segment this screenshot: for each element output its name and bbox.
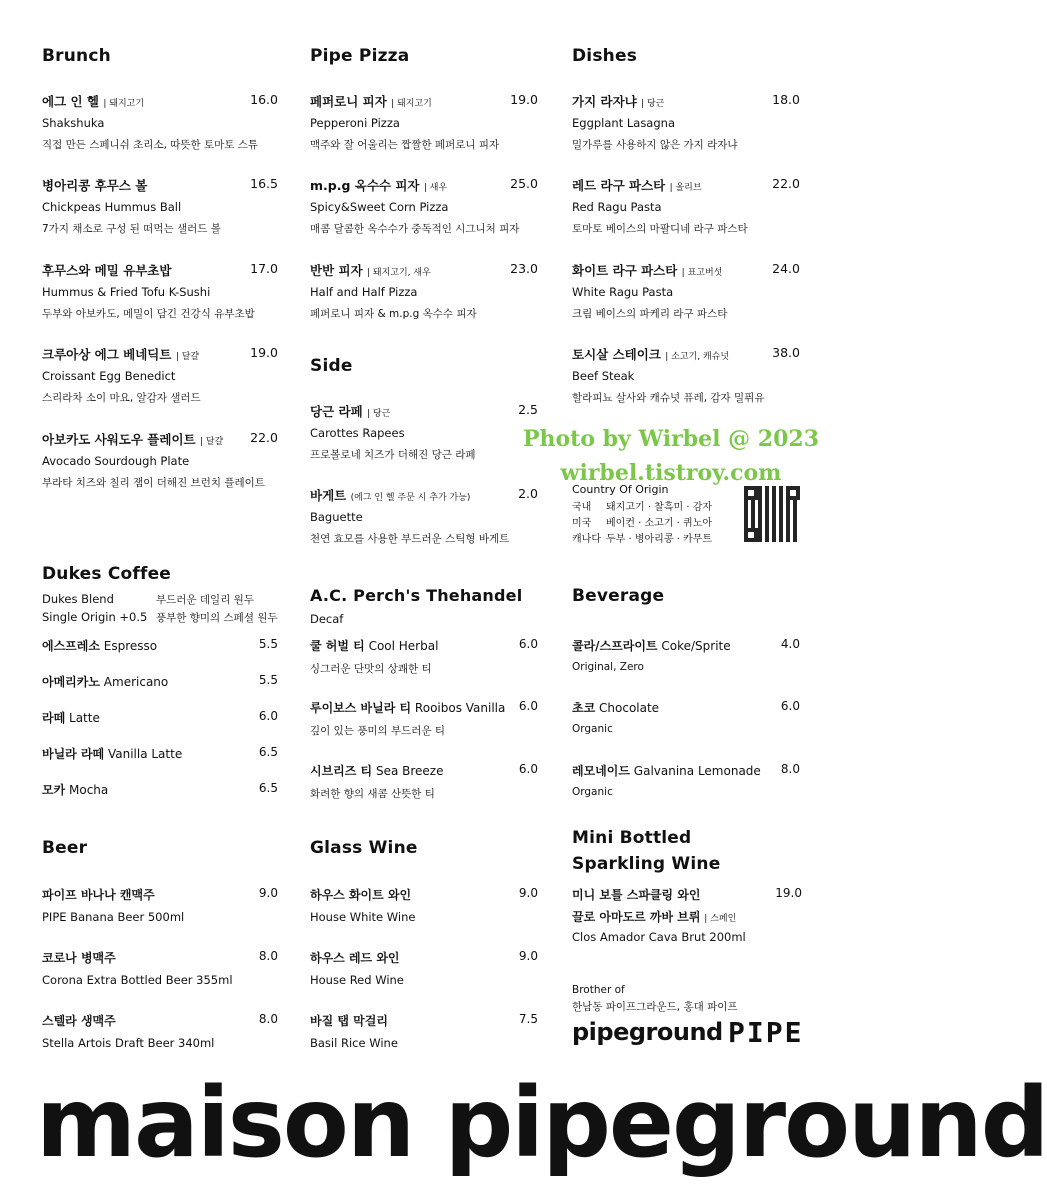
wine-title: Glass Wine xyxy=(310,838,418,858)
tea-sub: Decaf xyxy=(310,612,344,626)
item-description: 두부와 아보카도, 메밀이 담긴 건강식 유부초밥 xyxy=(42,308,255,320)
item-price: 5.5 xyxy=(258,673,278,687)
item-english-name: Americano xyxy=(103,675,169,689)
brother-line: 한남동 파이프그라운드, 홍대 파이프 xyxy=(572,1001,738,1013)
item-name: 레드 라구 파스타 | 올리브 xyxy=(572,178,702,193)
item-name: 초코 xyxy=(572,701,596,715)
item-price: 2.0 xyxy=(518,486,538,501)
item-note: | 돼지고기 xyxy=(391,99,432,109)
item-english-name: Corona Extra Bottled Beer 355ml xyxy=(42,973,233,987)
item-price: 4.0 xyxy=(780,637,800,651)
coffee-title: Dukes Coffee xyxy=(42,564,172,584)
item-english-name: PIPE Banana Beer 500ml xyxy=(42,910,185,924)
item-english-name: Stella Artois Draft Beer 340ml xyxy=(42,1036,215,1050)
item-name: 바질 탭 막걸리 xyxy=(310,1014,388,1028)
item-description: 7가지 채소로 구성 된 떠먹는 샐러드 볼 xyxy=(42,223,221,235)
wine-section xyxy=(310,0,538,1060)
item-english-name: Baguette xyxy=(310,510,363,524)
item-name: 파이프 바나나 캔맥주 xyxy=(42,888,155,902)
item-price: 8.0 xyxy=(780,762,800,776)
item-price: 6.0 xyxy=(780,699,800,713)
item-name: 하우스 화이트 와인 xyxy=(310,888,412,902)
item-description: 화려한 향의 새콤 산뜻한 티 xyxy=(310,788,435,800)
watermark-line2: wirbel.tistroy.com xyxy=(560,460,782,486)
item-price: 25.0 xyxy=(510,176,538,191)
item-english-name: Espresso xyxy=(103,639,158,653)
item-description: 페퍼로니 피자 & m.p.g 옥수수 피자 xyxy=(310,308,477,320)
item-price: 19.0 xyxy=(510,92,538,107)
item-note: | 당근 xyxy=(367,409,391,419)
maison-pipeground-logo: maison pipeground xyxy=(36,1067,1047,1179)
coffee-single-row: Single Origin +0.5 풍부한 향미의 스페셜 원두 xyxy=(42,610,278,624)
item-name: 코로나 병맥주 xyxy=(42,951,116,965)
item-price: 2.5 xyxy=(518,402,538,417)
item-name: 아메리카노 xyxy=(42,675,100,689)
item-description: 크림 베이스의 파케리 라구 파스타 xyxy=(572,308,728,320)
origin-label: Country Of Origin xyxy=(572,483,669,496)
coffee-blend-row: Dukes Blend 부드러운 데일리 원두 xyxy=(42,592,254,606)
item-english-name: Hummus & Fried Tofu K-Sushi xyxy=(42,285,211,299)
item-description: 밀가루를 사용하지 않은 가지 라자냐 xyxy=(572,139,738,151)
item-name: 후무스와 메밀 유부초밥 xyxy=(42,263,172,278)
item-name: 당근 라페 | 당근 xyxy=(310,404,391,419)
item-description: Organic xyxy=(572,723,613,735)
item-english-name: Carottes Rapees xyxy=(310,426,405,440)
item-english-name: Pepperoni Pizza xyxy=(310,116,400,130)
item-english-name: Sea Breeze xyxy=(375,764,444,778)
item-english-name: Chickpeas Hummus Ball xyxy=(42,200,182,214)
item-name: 시브리즈 티 xyxy=(310,764,373,778)
item-price: 9.0 xyxy=(518,949,538,963)
item-english-name: House White Wine xyxy=(310,910,416,924)
item-note: | 당근 xyxy=(641,99,665,109)
item-price: 7.5 xyxy=(518,1012,538,1026)
pizza-title: Pipe Pizza xyxy=(310,46,410,66)
item-name: 페퍼로니 피자 | 돼지고기 xyxy=(310,94,432,109)
pipeground-logo: pipeground xyxy=(572,1018,723,1046)
item-english-name: Croissant Egg Benedict xyxy=(42,369,176,383)
item-description: Original, Zero xyxy=(572,661,644,673)
item-english-name: Red Ragu Pasta xyxy=(572,200,662,214)
item-english-name: Spicy&Sweet Corn Pizza xyxy=(310,200,449,214)
item-name: 쿨 허벌 티 xyxy=(310,639,365,653)
item-name: 스텔라 생맥주 xyxy=(42,1014,116,1028)
item-note: | 올리브 xyxy=(669,183,702,193)
item-description: 부라타 치즈와 칠리 잼이 더해진 브런치 플레이트 xyxy=(42,477,265,489)
pipe-logo: PIPE xyxy=(728,1016,804,1049)
item-english-name: House Red Wine xyxy=(310,973,404,987)
item-price: 17.0 xyxy=(250,261,278,276)
item-price: 18.0 xyxy=(772,92,800,107)
item-price: 8.0 xyxy=(258,1012,278,1026)
item-name: 화이트 라구 파스타 | 표고버섯 xyxy=(572,263,723,278)
item-name: 하우스 레드 와인 xyxy=(310,951,400,965)
item-description: 천연 효모를 사용한 부드러운 스틱형 바게트 xyxy=(310,533,510,545)
sparkling-en: Clos Amador Cava Brut 200ml xyxy=(572,930,746,944)
tea-title: A.C. Perch's Thehandel xyxy=(310,586,523,605)
item-english-name: Beef Steak xyxy=(572,369,635,383)
item-description: Organic xyxy=(572,786,613,798)
item-description: 스리라차 소이 마요, 알감자 샐러드 xyxy=(42,392,201,404)
item-price: 16.0 xyxy=(250,92,278,107)
item-name: 레모네이드 xyxy=(572,764,630,778)
item-description: 직접 만든 스페니쉬 초리소, 따뜻한 토마토 스튜 xyxy=(42,139,259,151)
item-note: (에그 인 헬 주문 시 추가 가능) xyxy=(350,493,471,503)
item-english-name: Rooibos Vanilla xyxy=(414,701,506,715)
origin-row: 미국 베이컨 · 소고기 · 퀴노아 xyxy=(572,518,713,529)
beer-section xyxy=(42,0,282,1060)
item-english-name: White Ragu Pasta xyxy=(572,285,674,299)
item-note: | 돼지고기 xyxy=(103,99,145,109)
item-price: 6.0 xyxy=(258,709,278,723)
item-description: 할라피뇨 살사와 캐슈넛 퓨레, 감자 밀퓌유 xyxy=(572,392,765,404)
item-english-name: Avocado Sourdough Plate xyxy=(42,454,190,468)
item-price: 19.0 xyxy=(250,345,278,360)
item-english-name: Shakshuka xyxy=(42,116,105,130)
item-name: 루이보스 바닐라 티 xyxy=(310,701,412,715)
origin-row: 국내 돼지고기 · 찰흑미 · 감자 xyxy=(572,502,713,513)
brunch-title: Brunch xyxy=(42,46,111,66)
side-title: Side xyxy=(310,356,353,376)
beer-title: Beer xyxy=(42,838,88,858)
item-name: 바게트 (에그 인 헬 주문 시 추가 가능) xyxy=(310,488,471,503)
item-price: 16.5 xyxy=(250,176,278,191)
item-english-name: Latte xyxy=(69,711,100,725)
item-name: 모카 xyxy=(42,783,66,797)
item-name: 토시살 스테이크 | 소고기, 캐슈넛 xyxy=(572,347,730,362)
item-name: 병아리콩 후무스 볼 xyxy=(42,178,148,193)
item-name: 에스프레소 xyxy=(42,639,100,653)
item-name: 에그 인 헬 | 돼지고기 xyxy=(42,94,145,109)
item-description: 싱그러운 단맛의 상쾌한 티 xyxy=(310,663,432,675)
item-description: 프로볼로네 치즈가 더해진 당근 라페 xyxy=(310,449,476,461)
item-english-name: Eggplant Lasagna xyxy=(572,116,675,130)
item-description: 깊이 있는 풍미의 부드러운 티 xyxy=(310,725,446,737)
item-english-name: Mocha xyxy=(69,783,109,797)
item-name: 라떼 xyxy=(42,711,66,725)
item-note: | 돼지고기, 새우 xyxy=(367,268,431,278)
item-english-name: Half and Half Pizza xyxy=(310,285,418,299)
item-note: | 소고기, 캐슈넛 xyxy=(665,352,730,362)
item-english-name: Cool Herbal xyxy=(368,639,439,653)
origin-row: 캐나다 두부 · 병아리콩 · 카무트 xyxy=(572,534,713,545)
item-name: 콜라/스프라이트 xyxy=(572,639,658,653)
brother-of xyxy=(572,982,738,1016)
item-note: | 새우 xyxy=(423,183,448,193)
item-description: 맥주와 잘 어울리는 짭짤한 페퍼로니 피자 xyxy=(310,139,500,151)
item-price: 38.0 xyxy=(772,345,800,360)
item-english-name: Chocolate xyxy=(599,701,660,715)
beverage-title: Beverage xyxy=(572,586,665,606)
item-price: 6.0 xyxy=(518,637,538,651)
item-price: 9.0 xyxy=(258,886,278,900)
item-name: 아보카도 사워도우 플레이트 | 달걀 xyxy=(42,432,224,447)
item-price: 5.5 xyxy=(258,637,278,651)
item-note: | 달걀 xyxy=(199,437,224,447)
brother-label: Brother of xyxy=(572,984,625,996)
sparkling-title-2: Sparkling Wine xyxy=(572,854,721,874)
item-english-name: Basil Rice Wine xyxy=(310,1036,398,1050)
item-price: 9.0 xyxy=(518,886,538,900)
item-price: 22.0 xyxy=(772,176,800,191)
sparkling-section xyxy=(572,0,802,960)
item-name: 반반 피자 | 돼지고기, 새우 xyxy=(310,263,431,278)
sparkling-title-1: Mini Bottled xyxy=(572,828,692,848)
item-name: 가지 라자냐 | 당근 xyxy=(572,94,665,109)
item-price: 23.0 xyxy=(510,261,538,276)
item-price: 6.0 xyxy=(518,699,538,713)
item-name: 크루아상 에그 베네딕트 | 달걀 xyxy=(42,347,200,362)
item-price: 6.5 xyxy=(258,745,278,759)
item-price: 6.5 xyxy=(258,781,278,795)
watermark-line1: Photo by Wirbel @ 2023 xyxy=(522,426,820,452)
item-english-name: Coke/Sprite xyxy=(661,639,731,653)
item-price: 8.0 xyxy=(258,949,278,963)
item-english-name: Vanilla Latte xyxy=(107,747,183,761)
sparkling-item-2: 끌로 아마도르 까바 브뤼 | 스페인 xyxy=(572,910,737,924)
item-description: 매콤 달콤한 옥수수가 중독적인 시그니처 피자 xyxy=(310,223,520,235)
item-note: | 표고버섯 xyxy=(681,268,723,278)
sparkling-item: 미니 보틀 스파클링 와인 19.0 xyxy=(572,886,802,902)
item-price: 24.0 xyxy=(772,261,800,276)
dishes-title: Dishes xyxy=(572,46,638,66)
item-english-name: Galvanina Lemonade xyxy=(633,764,761,778)
item-price: 22.0 xyxy=(250,430,278,445)
item-name: m.p.g 옥수수 피자 | 새우 xyxy=(310,178,448,193)
item-note: | 달걀 xyxy=(175,352,200,362)
item-name: 바닐라 라떼 xyxy=(42,747,105,761)
item-description: 토마토 베이스의 마팔디네 라구 파스타 xyxy=(572,223,748,235)
item-price: 6.0 xyxy=(518,762,538,776)
